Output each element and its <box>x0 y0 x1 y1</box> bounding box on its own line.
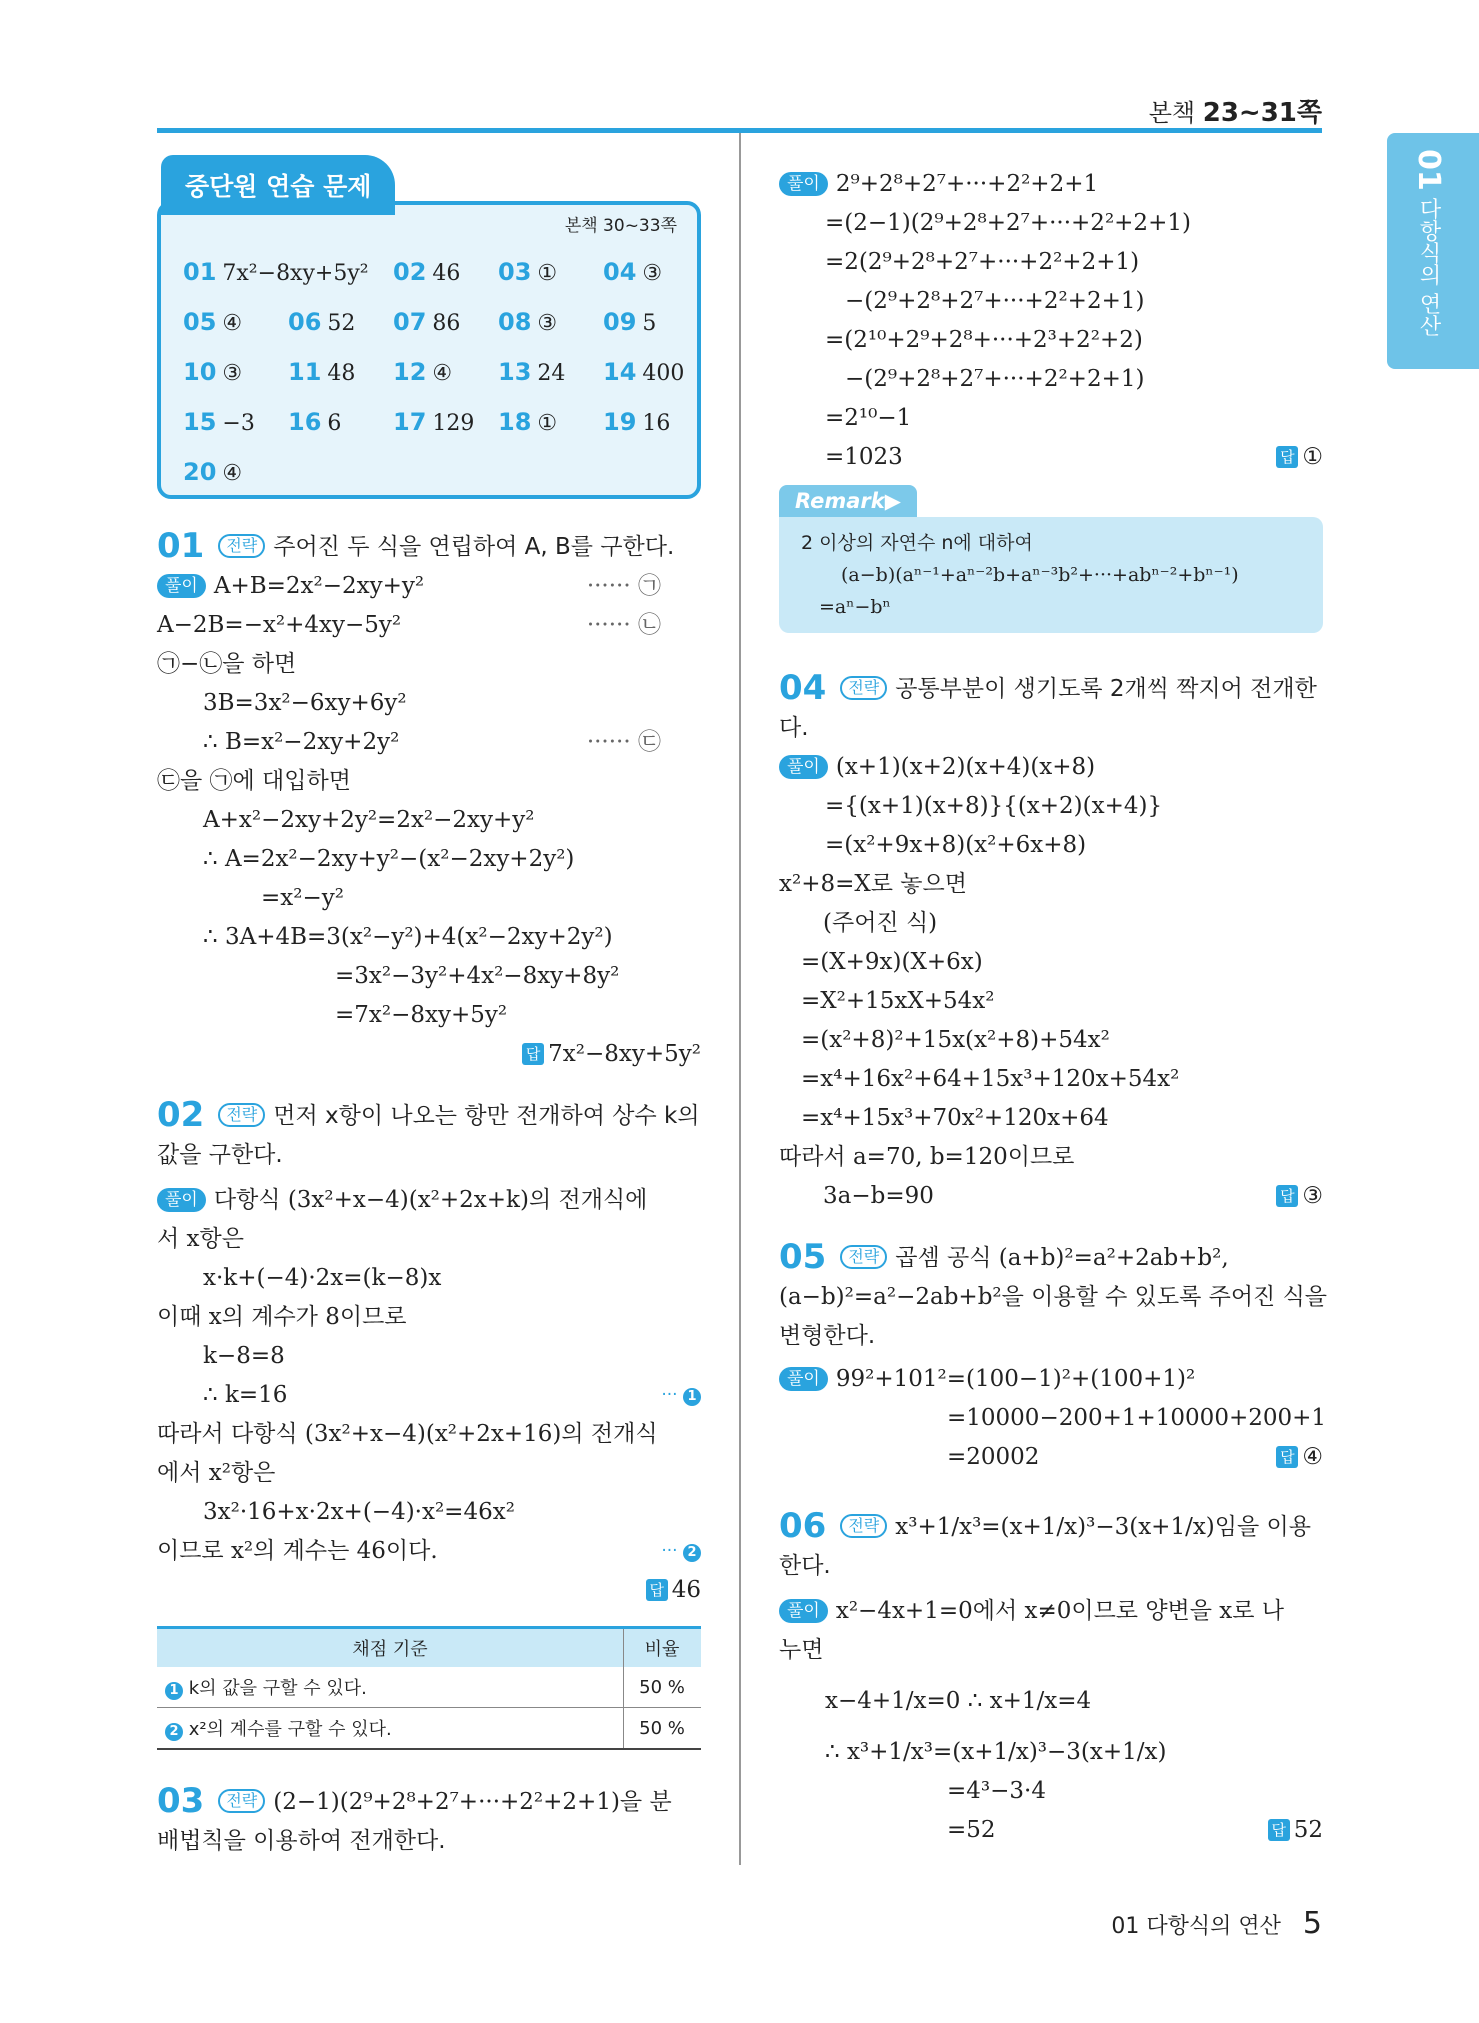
p01-line: ∴ A=2x²−2xy+y²−(x²−2xy+2y²) <box>203 846 575 872</box>
p01-line: =7x²−8xy+5y² <box>335 1002 508 1028</box>
scoring-table: 채점 기준 비율 1 k의 값을 구할 수 있다. 50 % 2 x²의 계수를 구할 수 있다. 50 % <box>157 1626 701 1750</box>
p06-line: x−4+1/x=0 ∴ x+1/x=4 <box>825 1688 1092 1714</box>
problem-05-header: 05 전략 곱셈 공식 (a+b)²=a²+2ab+b², <box>779 1237 1229 1277</box>
p03-strategy-cont: 배법칙을 이용하여 전개한다. <box>157 1828 446 1854</box>
table-row: 1 k의 값을 구할 수 있다. 50 % <box>157 1667 701 1708</box>
p01-line: A+x²−2xy+2y²=2x²−2xy+y² <box>203 807 535 833</box>
summary-answer-item: 18 ① <box>498 408 558 436</box>
summary-answer-item: 03 ① <box>498 258 558 286</box>
summary-answer-item: 12 ④ <box>393 358 453 386</box>
column-divider <box>739 133 741 1865</box>
p06-line: 풀이 x²−4x+1=0에서 x≠0이므로 양변을 x로 나 <box>779 1592 1323 1631</box>
p04-line: =x⁴+15x³+70x²+120x+64 <box>801 1105 1109 1131</box>
summary-answer-item: 07 86 <box>393 308 461 336</box>
problem-03-header: 03 전략 (2−1)(2⁹+2⁸+2⁷+···+2²+2+1)을 분 <box>157 1781 672 1821</box>
p02-line: 따라서 다항식 (3x²+x−4)(x²+2x+16)의 전개식 <box>157 1421 658 1447</box>
p01-line: ㉢을 ㉠에 대입하면 <box>157 768 351 794</box>
summary-title: 중단원 연습 문제 <box>161 155 395 215</box>
p04-line: =(x²+9x+8)(x²+6x+8) <box>825 832 1087 858</box>
p01-line: 풀이 A+B=2x²−2xy+y² ······ ㉠ <box>157 567 701 606</box>
summary-answer-item: 01 7x²−8xy+5y² <box>183 258 369 286</box>
p02-line: 이때 x의 계수가 8이므로 <box>157 1304 407 1330</box>
p02-line: 풀이 다항식 (3x²+x−4)(x²+2x+k)의 전개식에 <box>157 1181 701 1220</box>
p05-line: =10000−200+1+10000+200+1 <box>947 1405 1327 1431</box>
p03-line: =2(2⁹+2⁸+2⁷+···+2²+2+1) <box>825 249 1140 275</box>
p02-line: k−8=8 <box>203 1343 285 1369</box>
p04-line: x²+8=X로 놓으면 <box>779 871 967 897</box>
p06-line: 누면 <box>779 1637 824 1663</box>
p03-line: =1023 답 ① <box>825 444 1323 470</box>
summary-answer-item: 08 ③ <box>498 308 558 336</box>
remark-block: Remark▶ 2 이상의 자연수 n에 대하여 (a−b)(aⁿ⁻¹+aⁿ⁻²b+aⁿ⁻³b²+···+abⁿ⁻²+bⁿ⁻¹) =aⁿ−bⁿ <box>779 485 1323 633</box>
p02-strategy-cont: 값을 구한다. <box>157 1142 283 1168</box>
p01-line: ∴ 3A+4B=3(x²−y²)+4(x²−2xy+2y²) <box>203 924 613 950</box>
p03-line: −(2⁹+2⁸+2⁷+···+2²+2+1) <box>845 366 1145 392</box>
table-row: 2 x²의 계수를 구할 수 있다. 50 % <box>157 1708 701 1750</box>
p05-line: =20002 답 ④ <box>947 1444 1323 1470</box>
p02-line: ∴ k=16 ··· 1 <box>157 1376 701 1415</box>
summary-answer-item: 14 400 <box>603 358 685 386</box>
p01-line: =x²−y² <box>261 885 344 911</box>
page-footer: 01 다항식의 연산 5 <box>1111 1906 1322 1941</box>
p04-line: 3a−b=90 답 ③ <box>823 1183 1323 1209</box>
summary-answer-item: 04 ③ <box>603 258 663 286</box>
summary-ref: 본책 30~33쪽 <box>564 216 677 236</box>
p03-line: −(2⁹+2⁸+2⁷+···+2²+2+1) <box>845 288 1145 314</box>
p04-line: 풀이 (x+1)(x+2)(x+4)(x+8) <box>779 748 1323 787</box>
p01-line: 3B=3x²−6xy+6y² <box>203 690 407 716</box>
p04-line: =x⁴+16x²+64+15x³+120x+54x² <box>801 1066 1180 1092</box>
p06-strategy-cont: 한다. <box>779 1553 831 1579</box>
summary-answer-item: 20 ④ <box>183 458 243 486</box>
p01-answer: 답 7x²−8xy+5y² <box>157 1035 701 1074</box>
problem-06-header: 06 전략 x³+1/x³=(x+1/x)³−3(x+1/x)임을 이용 <box>779 1506 1311 1546</box>
chapter-side-tab: 01 다항식의 연산 <box>1387 133 1479 369</box>
summary-answer-item: 15 −3 <box>183 408 255 436</box>
problem-02-header: 02 전략 먼저 x항이 나오는 항만 전개하여 상수 k의 <box>157 1095 700 1135</box>
p02-line: 에서 x²항은 <box>157 1460 276 1486</box>
p06-line: ∴ x³+1/x³=(x+1/x)³−3(x+1/x) <box>825 1739 1167 1765</box>
p02-line: 3x²·16+x·2x+(−4)·x²=46x² <box>203 1499 515 1525</box>
summary-answer-item: 19 16 <box>603 408 671 436</box>
p04-line: ={(x+1)(x+8)}{(x+2)(x+4)} <box>825 793 1163 819</box>
p04-line: =X²+15xX+54x² <box>801 988 995 1014</box>
summary-answer-item: 06 52 <box>288 308 356 336</box>
p02-answer: 답 46 <box>157 1571 701 1610</box>
p03-line: 풀이 2⁹+2⁸+2⁷+···+2²+2+1 <box>779 165 1323 204</box>
p04-line: =(X+9x)(X+6x) <box>801 949 983 975</box>
p06-line: =4³−3·4 <box>947 1778 1046 1804</box>
p02-line: 이므로 x²의 계수는 46이다. ··· 2 <box>157 1532 701 1571</box>
problem-01-header: 01 전략 주어진 두 식을 연립하여 A, B를 구한다. <box>157 526 675 566</box>
p02-line: 서 x항은 <box>157 1226 244 1252</box>
summary-answer-item: 10 ③ <box>183 358 243 386</box>
p04-line: =(x²+8)²+15x(x²+8)+54x² <box>801 1027 1110 1053</box>
p04-line: (주어진 식) <box>823 910 938 936</box>
page-reference: 본책 23~31쪽 <box>1148 98 1322 128</box>
summary-answer-box <box>157 172 701 499</box>
summary-answer-item: 05 ④ <box>183 308 243 336</box>
summary-answer-item: 02 46 <box>393 258 461 286</box>
summary-answer-item: 11 48 <box>288 358 356 386</box>
p03-line: =2¹⁰−1 <box>825 405 912 431</box>
p01-line: ㉠−㉡을 하면 <box>157 651 297 677</box>
p02-line: x·k+(−4)·2x=(k−8)x <box>203 1265 442 1291</box>
p06-line: =52 답 52 <box>947 1817 1323 1843</box>
p05-strategy-cont: 변형한다. <box>779 1323 876 1349</box>
summary-answer-item: 09 5 <box>603 308 657 336</box>
p05-line: 풀이 99²+101²=(100−1)²+(100+1)² <box>779 1360 1323 1399</box>
p05-strategy-cont: (a−b)²=a²−2ab+b²을 이용할 수 있도록 주어진 식을 <box>779 1284 1328 1310</box>
p01-line: A−2B=−x²+4xy−5y² ······ ㉡ <box>157 612 661 638</box>
problem-04-header: 04 전략 공통부분이 생기도록 2개씩 짝지어 전개한다. <box>779 668 1317 741</box>
summary-answer-item: 13 24 <box>498 358 566 386</box>
summary-answer-item: 16 6 <box>288 408 342 436</box>
p01-line: ∴ B=x²−2xy+2y² ······ ㉢ <box>203 729 661 755</box>
left-column <box>157 165 701 1861</box>
p04-line: 따라서 a=70, b=120이므로 <box>779 1144 1075 1170</box>
right-column <box>779 165 1328 1850</box>
summary-grid <box>183 247 687 497</box>
p03-line: =(2¹⁰+2⁹+2⁸+···+2³+2²+2) <box>825 327 1143 353</box>
p01-line: =3x²−3y²+4x²−8xy+8y² <box>335 963 620 989</box>
p03-line: =(2−1)(2⁹+2⁸+2⁷+···+2²+2+1) <box>825 210 1191 236</box>
summary-answer-item: 17 129 <box>393 408 475 436</box>
